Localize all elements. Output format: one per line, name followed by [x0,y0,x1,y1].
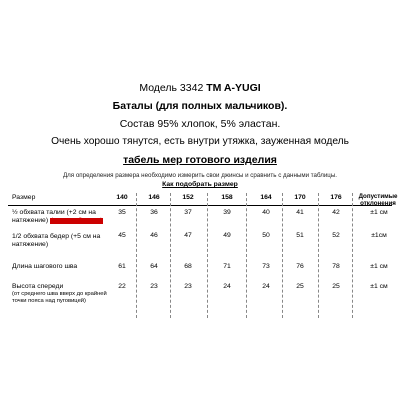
size-header: 164 [260,194,272,201]
table-cell: 42 [332,209,340,216]
table-cell: 35 [118,209,126,216]
size-header: 140 [116,194,128,201]
red-note: (по нижней мерке) [51,218,103,224]
table-cell: 49 [223,232,231,239]
row-label-inseam: Длина шагового шва [12,263,78,270]
model-number: Модель 3342 [139,82,204,94]
table-cell: 78 [332,263,340,270]
row-label-hips: 1/2 обхвата бедер (+5 см на натяжение) [12,233,101,248]
table-cell: 73 [262,263,270,270]
table-cell: 40 [262,209,270,216]
front-rise-label: Высота спереди [12,283,64,290]
table-cell: 37 [184,209,192,216]
table-cell: 71 [223,263,231,270]
table-cell: 39 [223,209,231,216]
model-line [0,82,400,94]
table-cell: 47 [184,232,192,239]
size-header: 152 [182,194,194,201]
brand-name: TM A-YUGI [206,82,261,94]
table-title: табель мер готового изделия [123,154,277,166]
table-cell: 61 [118,263,126,270]
column-divider [282,193,283,318]
table-cell: 41 [296,209,304,216]
size-header-label: Размер [12,194,36,201]
table-cell: 52 [332,232,340,239]
column-divider [318,193,319,318]
table-cell: 25 [296,283,304,290]
column-divider [246,193,247,318]
composition: Состав 95% хлопок, 5% эластан. [119,118,281,130]
size-header: 146 [148,194,160,201]
table-cell: 46 [150,232,158,239]
size-header: 176 [330,194,342,201]
column-divider [207,193,208,318]
table-cell: 22 [118,283,126,290]
table-cell: 64 [150,263,158,270]
tolerance-cell: ±1 см [370,283,388,290]
table-cell: 50 [262,232,270,239]
table-cell: 68 [184,263,192,270]
front-rise-sublabel: (от среднего шва вверх до крайней точки пояса над пуговицей) [12,291,107,304]
table-cell: 45 [118,232,126,239]
table-cell: 24 [262,283,270,290]
tolerance-header: Допустимые отклонения [358,193,398,207]
size-header: 170 [294,194,306,201]
table-cell: 36 [150,209,158,216]
size-header: 158 [221,194,233,201]
column-divider [170,193,171,318]
tolerance-cell: ±1см [371,232,387,239]
table-cell: 25 [332,283,340,290]
table-cell: 76 [296,263,304,270]
row-label-front-rise [12,283,108,304]
tolerance-cell: ±1 см [370,209,388,216]
tolerance-cell: ±1 см [370,263,388,270]
table-cell: 23 [150,283,158,290]
instruction-note: Для определения размера необходимо измерить свои джинсы и сравнить с данными таблицы. [62,172,338,179]
waist-label: ½ обхвата талии (+2 см на натяжение) [12,209,96,224]
table-divider [8,205,392,206]
table-cell: 51 [296,232,304,239]
table-cell: 24 [223,283,231,290]
how-to-choose-link[interactable]: Как подобрать размер [162,181,238,188]
description: Очень хорошо тянутся, есть внутри утяжка, зауженная модель [51,136,349,147]
column-divider [136,193,137,318]
subtitle: Баталы (для полных мальчиков). [112,100,288,112]
column-divider [352,193,353,318]
table-cell: 23 [184,283,192,290]
row-label-waist [12,209,108,225]
